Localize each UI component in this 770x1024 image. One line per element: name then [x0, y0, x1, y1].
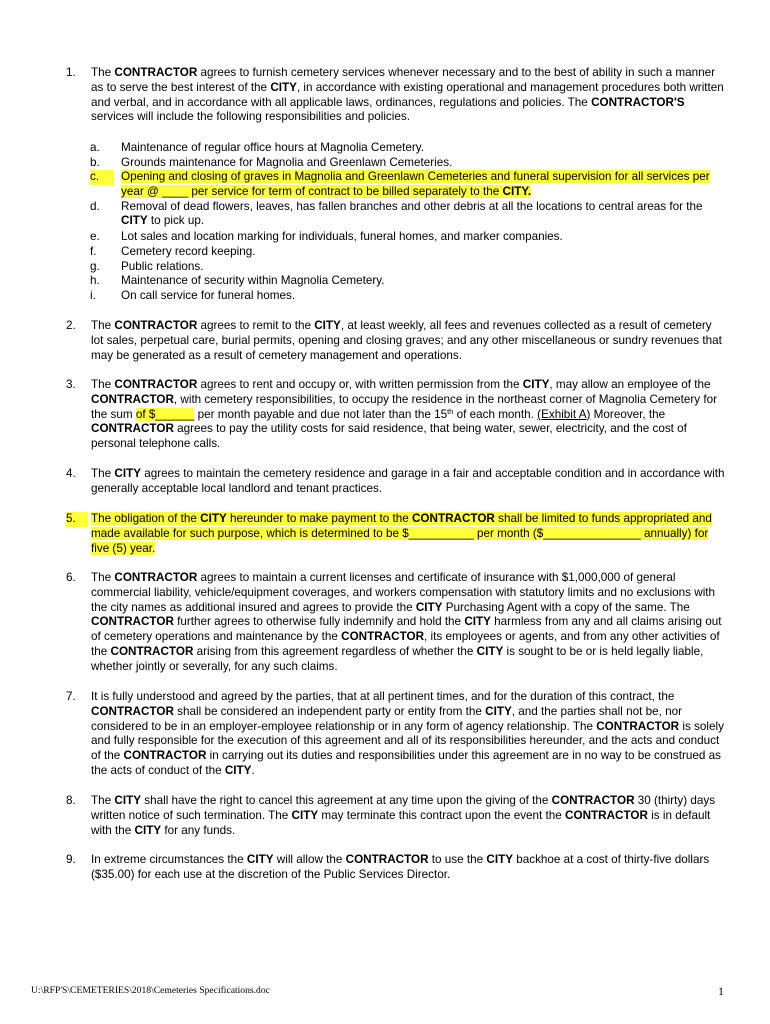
text-segment: CITY	[270, 80, 297, 94]
clause-number: 4.	[66, 467, 76, 480]
subitem-text	[121, 230, 730, 245]
text-segment: CITY	[314, 319, 341, 332]
subitem-f	[90, 245, 730, 260]
text-segment: CONTRACTOR	[565, 808, 648, 822]
subitem-letter: g.	[90, 259, 100, 273]
text-segment: may terminate this contract upon the event the	[318, 808, 566, 822]
text-segment: to pick up.	[147, 214, 205, 228]
text-segment: shall be limited to funds appropriated and made available for such purpose, which is determined to be	[91, 512, 712, 540]
text-segment: CONTRACTOR	[91, 422, 174, 436]
text-segment: CONTRACTOR	[114, 571, 198, 584]
clause-2	[66, 319, 726, 363]
text-segment: Removal of dead flowers, leaves, has fallen branches and other debris at all the locations to central areas for the	[121, 199, 703, 213]
text-segment: $__________ per month ($_______________ annually) for five (5) year.	[91, 526, 709, 555]
text-segment: The	[91, 319, 115, 332]
text-segment: The	[91, 571, 115, 584]
subitem-text	[121, 141, 730, 156]
text-segment: The	[91, 794, 115, 807]
text-segment: shall be considered an independent party or entity from the	[173, 704, 486, 718]
text-segment: CONTRACTOR	[114, 66, 198, 79]
text-segment: CITY	[291, 808, 319, 822]
text-segment: CITY	[200, 512, 227, 525]
text-segment: CONTRACTOR	[114, 378, 198, 391]
subitem-text	[121, 289, 730, 304]
text-segment: Moreover, the	[590, 407, 666, 421]
clause-text	[91, 571, 726, 675]
subitem-letter: i.	[90, 289, 96, 302]
text-segment: Public relations.	[121, 259, 204, 273]
clause-number: 6.	[66, 571, 76, 584]
clause-text	[91, 690, 726, 779]
subitem-text	[121, 156, 730, 171]
text-segment: CITY	[485, 704, 512, 718]
text-segment: shall have the right to cancel this agreement at any time upon the giving of the	[141, 794, 552, 807]
text-segment: , and the parties shall not be, nor considered to be in an employer-employee relationship or in any form of agency relationship. The	[91, 704, 682, 733]
text-segment: , may allow an employee of the	[549, 378, 711, 391]
text-segment: , with cemetery responsibilities, to occupy the residence in the northeast corner of Magnolia Cemetery for the sum	[91, 392, 717, 421]
text-segment: The	[91, 467, 115, 480]
text-segment: CONTRACTOR	[596, 719, 680, 733]
text-segment: to use the	[428, 853, 487, 866]
subitem-a	[90, 141, 730, 156]
text-segment: hereunder to make payment to the	[226, 512, 412, 525]
text-segment: (Exhibit A)	[537, 407, 591, 421]
text-segment: CITY	[121, 214, 148, 228]
text-segment: of $______	[135, 407, 195, 421]
text-segment: .	[251, 763, 255, 777]
text-segment: agrees to pay the utility costs for said residence, that being water, sewer, electricity, and the cost of personal telephone calls.	[91, 422, 687, 451]
clause-number: 7.	[66, 690, 76, 703]
text-segment: CITY	[114, 467, 142, 480]
text-segment: CITY	[415, 600, 443, 614]
clause-number: 9.	[66, 853, 76, 866]
subitem-text	[121, 200, 730, 230]
text-segment: CITY	[522, 378, 550, 391]
subitem-h	[90, 274, 730, 289]
text-segment: Maintenance of regular office hours at Magnolia Cemetery.	[121, 141, 424, 154]
subitem-letter: c.	[90, 170, 114, 185]
text-segment: Cemetery record keeping.	[121, 244, 256, 258]
subitem-letter: b.	[90, 155, 100, 169]
text-segment: CONTRACTOR	[341, 630, 425, 644]
text-segment: , in accordance with existing operational and management procedures both written and verbal, and in accordance with all applicable laws, ordinances, regulations and policies. The	[91, 80, 724, 109]
text-segment: CITY	[476, 644, 504, 658]
text-segment: CONTRACTOR	[110, 644, 194, 658]
subitem-letter: e.	[90, 229, 100, 243]
text-segment: agrees to maintain the cemetery residence and garage in a fair and acceptable condition and in accordance with generally acceptable local landlord and tenant practices.	[91, 467, 725, 495]
text-segment: in carrying out its duties and responsibilities under this agreement are in no way to be construed as the acts of conduct of the	[91, 749, 721, 777]
text-segment: agrees to remit to the	[197, 319, 315, 332]
text-segment: It is fully understood and agreed by the parties, that at all pertinent times, and for the duration of this contract, the	[91, 690, 675, 703]
page-number: 1	[718, 984, 724, 998]
subitem-text	[121, 245, 730, 260]
subitem-text	[121, 170, 730, 200]
clause-number: 8.	[66, 794, 76, 807]
text-segment: Opening and closing of graves in Magnolia and Greenlawn Cemeteries and funeral supervision for all services per year @ ____ per service for term of contract to be billed separately to the	[121, 170, 710, 198]
text-segment: is in default with the	[91, 808, 711, 837]
text-segment: The	[91, 378, 115, 391]
subitem-c	[90, 170, 730, 200]
text-segment: agrees to rent and occupy or, with written permission from the	[197, 378, 523, 391]
subitem-e	[90, 230, 730, 245]
text-segment: CITY	[114, 794, 142, 807]
text-segment: The	[91, 66, 115, 79]
clause-7	[66, 690, 726, 779]
subitem-g	[90, 260, 730, 275]
text-segment: CONTRACTOR	[123, 749, 207, 763]
footer-file-path: U:\RFP'S\CEMETERIES\2018\Cemeteries Specifications.doc	[31, 985, 270, 996]
text-segment: CONTRACTOR	[91, 615, 174, 629]
text-segment: , at least weekly, all fees and revenues collected as a result of cemetery lot sales, perpetual care, burial permits, opening and closing graves; and any other miscellaneous or sundry revenues that may be generated as a result of cemetery management and operations.	[91, 319, 722, 362]
text-segment: backhoe at a cost of thirty-five dollars ($35.00) for each use at the discretion of the Public Services Director.	[91, 853, 710, 881]
text-segment: CITY	[486, 853, 513, 866]
text-segment: In extreme circumstances the	[91, 853, 247, 866]
text-segment: CONTRACTOR	[91, 392, 174, 406]
text-segment: services will include the following responsibilities and policies.	[91, 110, 410, 124]
clause-text	[91, 319, 726, 363]
text-segment: Lot sales and location marking for individuals, funeral homes, and marker companies.	[121, 229, 563, 243]
subitem-letter: a.	[90, 141, 100, 154]
clause-9	[66, 853, 726, 883]
text-segment: Maintenance of security within Magnolia Cemetery.	[121, 274, 385, 287]
text-segment: CONTRACTOR	[551, 794, 635, 807]
subitem-text	[121, 260, 730, 275]
clause-text	[91, 378, 726, 452]
text-segment: will allow the	[273, 853, 346, 866]
text-segment: for any funds.	[161, 823, 236, 837]
text-segment: CONTRACTOR	[114, 319, 198, 332]
clause-4	[66, 467, 726, 497]
text-segment: is sought to be or is held legally liable, whether jointly or severally, for any such claims.	[91, 644, 704, 673]
text-segment: agrees to furnish cemetery services whenever necessary and to the best of ability in such a manner as to serve the best interest of the	[91, 66, 716, 94]
clause-1	[66, 66, 726, 125]
subitem-d	[90, 200, 730, 230]
text-segment: th	[447, 406, 454, 416]
clause-text	[91, 794, 726, 838]
subitem-i	[90, 289, 730, 304]
text-segment: , its employees or agents, and from any other activities of the	[91, 630, 720, 658]
subitem-b	[90, 156, 730, 171]
clause-8	[66, 794, 726, 838]
text-segment: CONTRACTOR	[411, 512, 495, 525]
text-segment: CITY	[246, 853, 274, 866]
text-segment: CITY	[134, 823, 162, 837]
text-segment: per month payable and due not later than the 15	[194, 407, 448, 421]
text-segment: agrees to maintain a current licenses and certificate of insurance with $1,000,000 of general commercial liability, vehicle/equipment coverages, and workers compensation with statutory limits and no exclusions with the city names as additional insured and agrees to provide the	[91, 571, 716, 614]
clause-text	[91, 853, 726, 883]
text-segment: is solely and fully responsible for the execution of this agreement and all of its responsibilities hereunder, and the acts and conduct of the	[91, 719, 724, 763]
clause-number: 1.	[66, 66, 76, 79]
clause-5	[66, 512, 726, 556]
text-segment: 30 (thirty) days written notice of such termination. The	[91, 794, 716, 822]
text-segment: Grounds maintenance for Magnolia and Greenlawn Cemeteries.	[121, 155, 453, 169]
text-segment: Purchasing Agent with a copy of the same. The	[442, 600, 690, 614]
subitem-letter: d.	[90, 199, 100, 213]
text-segment: CITY	[464, 615, 491, 629]
subitem-text	[121, 274, 730, 289]
text-segment: further agrees to otherwise fully indemnify and hold the	[173, 615, 465, 629]
text-segment: of each month.	[453, 407, 538, 421]
clause-number: 3.	[66, 378, 76, 391]
clause-text	[91, 66, 726, 125]
text-segment: CONTRACTOR	[345, 853, 429, 866]
text-segment: CONTRACTOR	[91, 704, 174, 718]
text-segment: CITY	[224, 763, 252, 777]
text-segment: The obligation of the	[91, 512, 201, 525]
text-segment: CONTRACTOR'S	[591, 95, 685, 109]
subitem-letter: h.	[90, 274, 100, 287]
clause-number: 5.	[66, 512, 88, 527]
text-segment: arising from this agreement regardless of whether the	[193, 644, 477, 658]
clause-number: 2.	[66, 319, 76, 332]
clause-6	[66, 571, 726, 675]
text-segment: CITY.	[502, 184, 532, 198]
subitem-letter: f.	[90, 244, 97, 258]
clause-text	[91, 467, 726, 497]
clause-text	[91, 512, 726, 556]
text-segment: On call service for funeral homes.	[121, 289, 296, 302]
clause-3	[66, 378, 726, 452]
text-segment: harmless from any and all claims arising out of cemetery operations and maintenance by the	[91, 615, 722, 644]
